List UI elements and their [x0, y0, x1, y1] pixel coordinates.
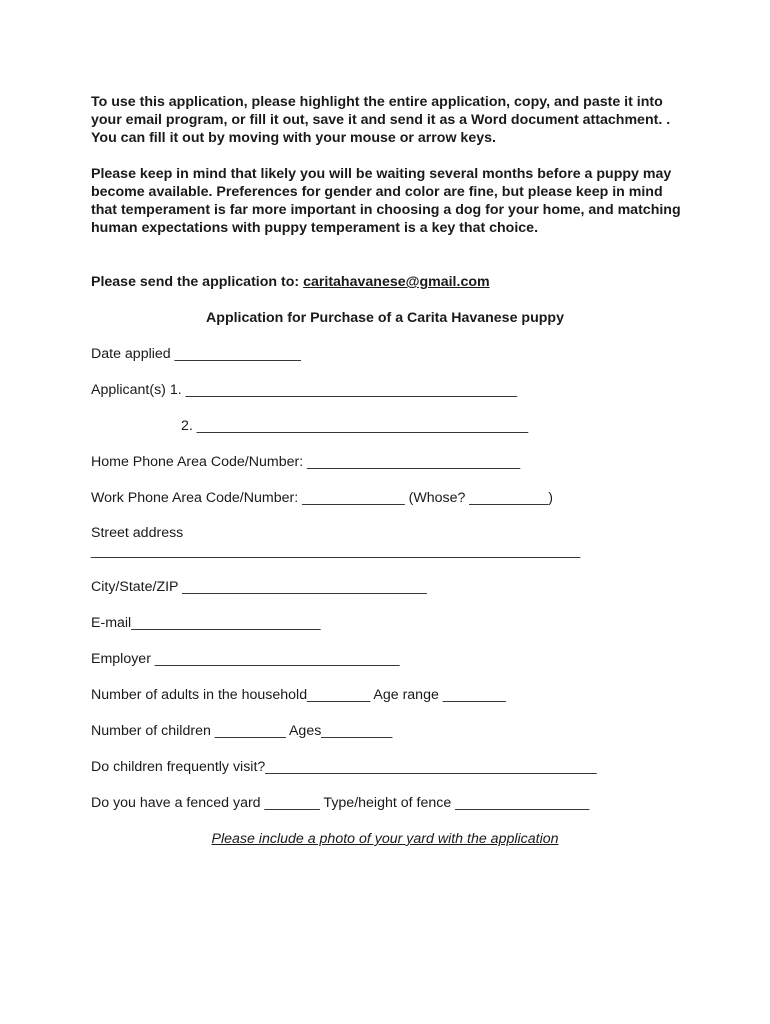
children-visit-field[interactable]: Do children frequently visit?__________________________________________: [91, 759, 597, 775]
instructions-paragraph: To use this application, please highlight the entire application, copy, and paste it into your email program, or fill it out, save it and send it as a Word document attachment. . You can fill it out by moving with your mouse or arrow keys.: [91, 94, 671, 146]
children-ages-field[interactable]: Number of children _________ Ages_________: [91, 723, 393, 739]
date-applied-field[interactable]: Date applied ________________: [91, 346, 301, 362]
city-state-zip-field[interactable]: City/State/ZIP _______________________________: [91, 579, 427, 595]
fenced-yard-field[interactable]: Do you have a fenced yard _______ Type/height of fence _________________: [91, 795, 590, 811]
applicant-2-field[interactable]: 2. __________________________________________: [181, 418, 529, 434]
home-phone-field[interactable]: Home Phone Area Code/Number: ___________________________: [91, 454, 521, 470]
email-link[interactable]: caritahavanese@gmail.com: [303, 274, 490, 290]
send-to-label: Please send the application to:: [91, 274, 304, 290]
applicant-1-field[interactable]: Applicant(s) 1. __________________________________________: [91, 382, 518, 398]
email-field[interactable]: E-mail________________________: [91, 615, 321, 631]
yard-photo-note: Please include a photo of your yard with the application: [211, 831, 559, 847]
form-title: Application for Purchase of a Carita Havanese puppy: [206, 310, 564, 326]
street-address-field[interactable]: ______________________________________________________________: [91, 543, 581, 559]
employer-field[interactable]: Employer _______________________________: [91, 651, 400, 667]
send-to-line: [91, 273, 691, 291]
street-address-label: Street address: [91, 525, 184, 541]
work-phone-field[interactable]: Work Phone Area Code/Number: _____________ (Whose? __________): [91, 490, 553, 506]
waiting-notice-paragraph: Please keep in mind that likely you will be waiting several months before a puppy may become available. Preferences for gender and color are fine, but please keep in mind that temperament is far more important in choosing a dog for your home, and matching human expectations with puppy temperament is a key that choice.: [91, 166, 681, 236]
adults-age-range-field[interactable]: Number of adults in the household________ Age range ________: [91, 687, 506, 703]
